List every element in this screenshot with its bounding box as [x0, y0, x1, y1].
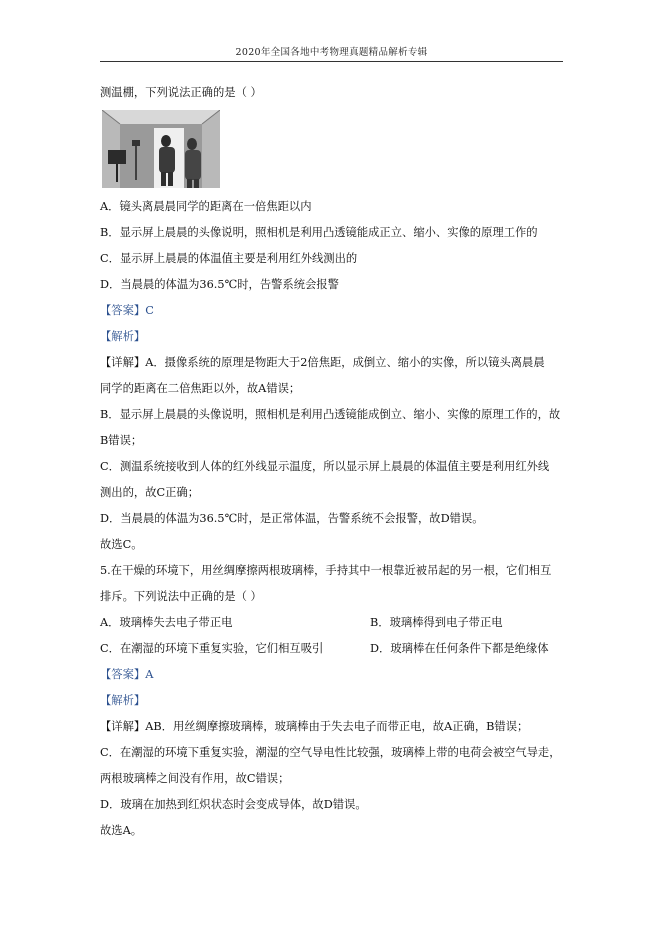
explanation-line: C．在潮湿的环境下重复实验，潮湿的空气导电性比较强，玻璃棒上带的电荷会被空气导走，	[100, 746, 561, 759]
analysis-label: 【解析】	[100, 330, 146, 343]
analysis-label: 【解析】	[100, 694, 146, 707]
explanation-line: C．测温系统接收到人体的红外线显示温度，所以显示屏上晨晨的体温值主要是利用红外线	[100, 460, 550, 473]
q5-option-d: D．玻璃棒在任何条件下都是绝缘体	[370, 642, 549, 655]
option-d: D．当晨晨的体温为36.5℃时，告警系统会报警	[100, 278, 339, 291]
explanation-line: 【详解】A．摄像系统的原理是物距大于2倍焦距，成倒立、缩小的实像，所以镜头离晨晨	[100, 356, 545, 369]
answer-label: 【答案】A	[100, 668, 154, 681]
header-rule	[100, 61, 563, 62]
explanation-line: D．当晨晨的体温为36.5℃时，是正常体温，告警系统不会报警，故D错误。	[100, 512, 484, 525]
explanation-line: 同学的距离在二倍焦距以外，故A错误；	[100, 382, 301, 395]
explanation-line: D．玻璃在加热到红炽状态时会变成导体，故D错误。	[100, 798, 367, 811]
explanation-line: B．显示屏上晨晨的头像说明，照相机是利用凸透镜能成倒立、缩小、实像的原理工作的，故	[100, 408, 561, 421]
explanation-line: B错误；	[100, 434, 143, 447]
question-stem-end: 测温棚，下列说法正确的是（ ）	[100, 86, 262, 99]
explanation-line: 测出的，故C正确；	[100, 486, 200, 499]
conclusion-line: 故选C。	[100, 538, 143, 551]
option-a: A．镜头离晨晨同学的距离在一倍焦距以内	[100, 200, 312, 213]
question-5-stem: 5.在干燥的环境下，用丝绸摩擦两根玻璃棒，手持其中一根靠近被吊起的另一根，它们相互	[100, 564, 552, 577]
page-header: 2020年全国各地中考物理真题精品解析专辑	[235, 47, 428, 58]
q5-option-b: B．玻璃棒得到电子带正电	[370, 616, 503, 629]
option-c: C．显示屏上晨晨的体温值主要是利用红外线测出的	[100, 252, 358, 265]
explanation-line: 两根玻璃棒之间没有作用，故C错误；	[100, 772, 290, 785]
q5-option-a: A．玻璃棒失去电子带正电	[100, 616, 233, 629]
question-5-stem: 排斥。下列说法中正确的是（ ）	[100, 590, 262, 603]
q5-option-c: C．在潮湿的环境下重复实验，它们相互吸引	[100, 642, 324, 655]
temperature-tent-photo	[102, 110, 220, 188]
option-b: B．显示屏上晨晨的头像说明，照相机是利用凸透镜能成正立、缩小、实像的原理工作的	[100, 226, 538, 239]
conclusion-line: 故选A。	[100, 824, 143, 837]
answer-label: 【答案】C	[100, 304, 154, 317]
explanation-line: 【详解】AB．用丝绸摩擦玻璃棒，玻璃棒由于失去电子而带正电，故A正确，B错误；	[100, 720, 529, 733]
